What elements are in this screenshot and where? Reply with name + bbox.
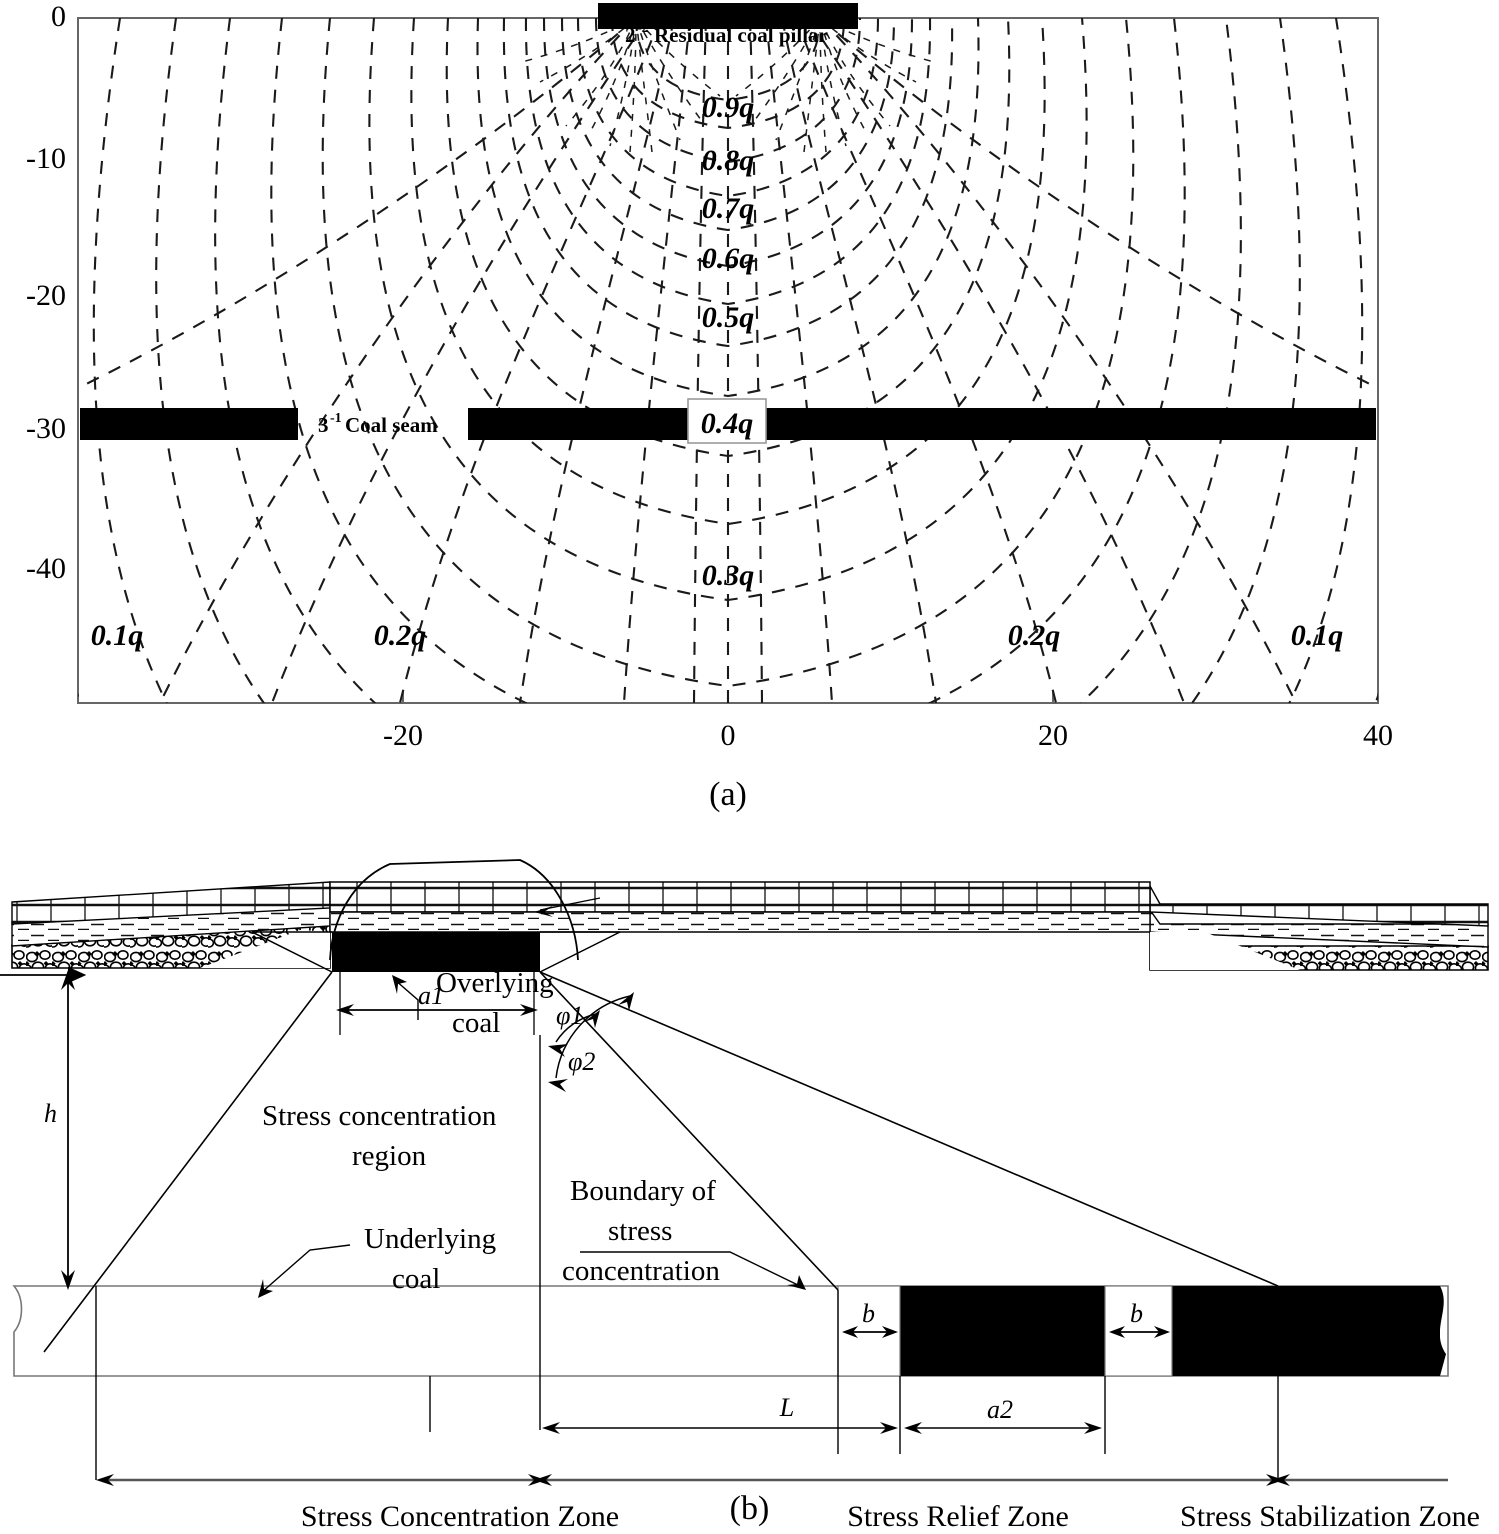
contour-label-01q-right: 0.1q bbox=[1290, 619, 1344, 652]
seam-superscript: -1 bbox=[330, 411, 342, 426]
overlying-coal-line1: Overlying bbox=[436, 967, 554, 999]
stress-concentration-region-label bbox=[262, 1100, 497, 1172]
underlying-coal-line2: coal bbox=[392, 1263, 441, 1295]
contour-label-02q-right: 0.2q bbox=[1007, 619, 1061, 652]
contour-label-07q: 0.7q bbox=[701, 192, 755, 225]
contour-label-06q: 0.6q bbox=[701, 242, 755, 275]
seam-superscript-prefix: 3 bbox=[318, 413, 329, 437]
y-tick-0: 0 bbox=[51, 0, 66, 33]
residual-coal-pillar-label bbox=[625, 21, 828, 47]
zone-label-stress-concentration: Stress Concentration Zone bbox=[300, 1500, 620, 1533]
contour-label-05q: 0.5q bbox=[701, 301, 755, 334]
y-tick--30: -30 bbox=[26, 412, 66, 445]
mined-block-2 bbox=[1172, 1286, 1440, 1376]
zone-dimension-bar bbox=[96, 1474, 1448, 1486]
dim-label-L: L bbox=[779, 1393, 795, 1422]
dim-label-phi2: φ2 bbox=[568, 1047, 596, 1076]
panel-b-caption: (b) bbox=[729, 1490, 770, 1527]
coal-seam-right-block bbox=[468, 408, 1376, 440]
x-tick-0: 0 bbox=[720, 719, 736, 752]
boundary-line1: Boundary of bbox=[570, 1175, 716, 1207]
contour-label-04q: 0.4q bbox=[700, 407, 754, 440]
boundary-line2: stress bbox=[608, 1215, 673, 1247]
seam-label-text: Coal seam bbox=[345, 413, 438, 437]
dimension-h bbox=[0, 970, 75, 1290]
contour-label-09q: 0.9q bbox=[701, 91, 755, 124]
dim-label-a1: a1 bbox=[418, 981, 444, 1010]
zone-label-stress-relief: Stress Relief Zone bbox=[847, 1500, 1069, 1533]
contour-label-02q-left: 0.2q bbox=[373, 619, 427, 652]
dim-label-h: h bbox=[44, 1099, 57, 1128]
y-tick--40: -40 bbox=[26, 552, 66, 585]
coal-seam-left-block bbox=[80, 408, 298, 440]
underlying-coal-band bbox=[14, 1286, 1448, 1376]
dim-label-a2: a2 bbox=[987, 1395, 1013, 1424]
panel-b-svg bbox=[0, 820, 1499, 1534]
contour-label-03q: 0.3q bbox=[701, 559, 755, 592]
boundary-of-stress-concentration-label bbox=[562, 1175, 806, 1290]
stress-conc-line1: Stress concentration bbox=[262, 1100, 497, 1132]
zone-label-stress-stabilization: Stress Stabilization Zone bbox=[1180, 1500, 1480, 1533]
y-tick--20: -20 bbox=[26, 279, 66, 312]
pillar-label-text: Residual coal pillar bbox=[654, 23, 828, 47]
dimension-L bbox=[542, 1393, 898, 1434]
dimension-a2 bbox=[904, 1395, 1102, 1434]
pillar-superscript-prefix: 2 bbox=[625, 23, 636, 47]
y-tick--10: -10 bbox=[26, 142, 66, 175]
panel-b-caption-wrap bbox=[0, 1490, 1499, 1534]
mined-block-1 bbox=[900, 1286, 1105, 1376]
dim-label-b-right: b bbox=[1130, 1299, 1143, 1328]
overlying-coal-block bbox=[332, 932, 540, 972]
x-tick-40: 40 bbox=[1363, 719, 1393, 752]
dim-label-b-left: b bbox=[862, 1299, 875, 1328]
overlying-coal-line2: coal bbox=[452, 1007, 501, 1039]
stress-conc-line2: region bbox=[352, 1140, 427, 1172]
underlying-coal-line1: Underlying bbox=[364, 1223, 497, 1255]
contour-label-08q: 0.8q bbox=[701, 144, 755, 177]
panel-a-caption: (a) bbox=[709, 776, 747, 813]
contour-label-01q-left: 0.1q bbox=[90, 619, 144, 652]
x-tick--20: -20 bbox=[383, 719, 423, 752]
dim-label-phi1: φ1 bbox=[556, 1001, 584, 1030]
boundary-line3: concentration bbox=[562, 1255, 720, 1287]
x-tick-20: 20 bbox=[1038, 719, 1068, 752]
pillar-superscript: -2 bbox=[637, 21, 649, 36]
panel-b bbox=[0, 820, 1499, 1534]
overlying-coal-label bbox=[392, 967, 554, 1039]
